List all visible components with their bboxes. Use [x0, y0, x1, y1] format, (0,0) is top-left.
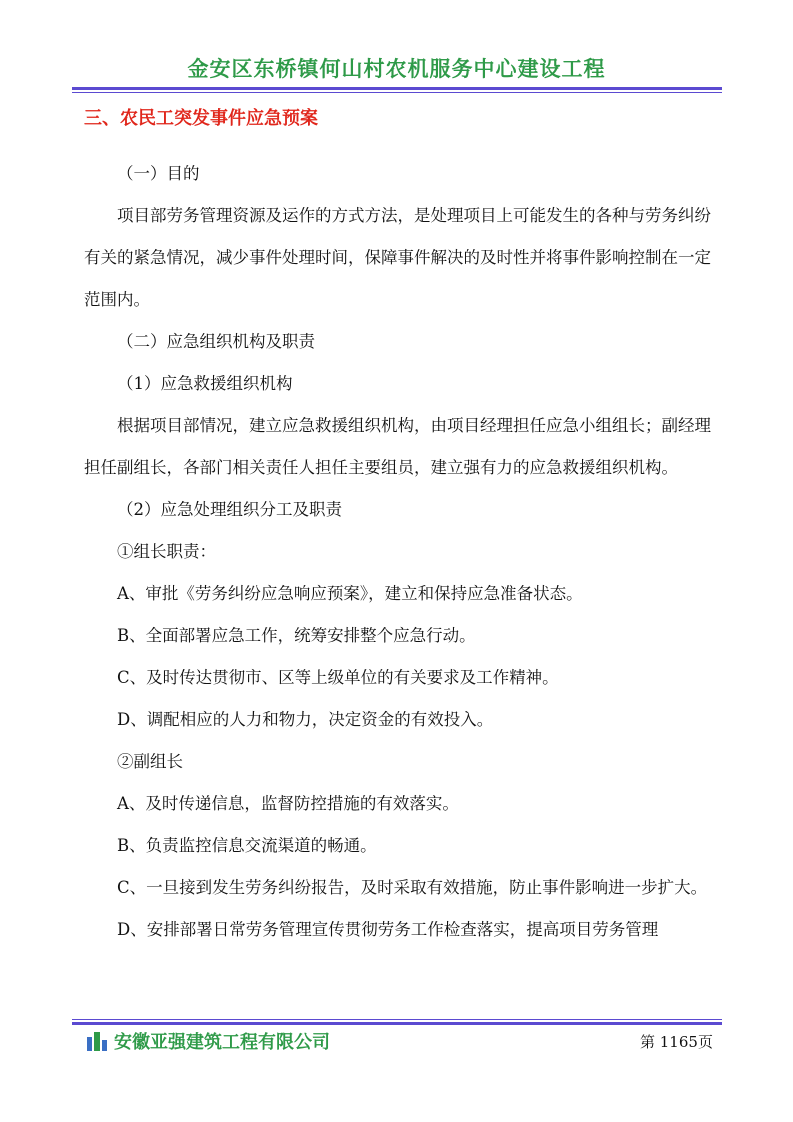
- header-rule-thin: [72, 92, 722, 93]
- paragraph: B、全面部署应急工作，统筹安排整个应急行动。: [117, 626, 476, 645]
- paragraph: B、负责监控信息交流渠道的畅通。: [117, 836, 377, 855]
- paragraph: C、一旦接到发生劳务纠纷报告，及时采取有效措施，防止事件影响进一步扩大。: [117, 878, 708, 897]
- paragraph: （1）应急救援组织机构: [117, 374, 293, 393]
- paragraph: D、安排部署日常劳务管理宣传贯彻劳务工作检查落实，提高项目劳务管理: [117, 920, 659, 939]
- paragraph: ①组长职责：: [117, 542, 216, 561]
- footer-rule-thin: [72, 1019, 722, 1020]
- paragraph: 根据项目部情况，建立应急救援组织机构，由项目经理担任应急小组组长；副经理担任副组长，各部门相关责任人担任主要组员，建立强有力的应急救援组织机构。: [84, 416, 711, 477]
- paragraph: （一）目的: [117, 164, 200, 183]
- document-body: [84, 153, 718, 951]
- header-rule-thick: [72, 87, 722, 90]
- page-number: 第 1165页: [640, 1033, 713, 1051]
- paragraph: ②副组长: [117, 752, 183, 771]
- paragraph: 项目部劳务管理资源及运作的方式方法，是处理项目上可能发生的各种与劳务纠纷有关的紧急情况，减少事件处理时间，保障事件解决的及时性并将事件影响控制在一定范围内。: [84, 206, 711, 309]
- section-heading: 三、农民工突发事件应急预案: [84, 108, 318, 129]
- paragraph: A、审批《劳务纠纷应急响应预案》，建立和保持应急准备状态。: [117, 584, 583, 603]
- document-header-title: 金安区东桥镇何山村农机服务中心建设工程: [187, 56, 606, 81]
- footer-rule-thick: [72, 1022, 722, 1025]
- paragraph: D、调配相应的人力和物力，决定资金的有效投入。: [117, 710, 494, 729]
- paragraph: C、及时传达贯彻市、区等上级单位的有关要求及工作精神。: [117, 668, 559, 687]
- paragraph: A、及时传递信息，监督防控措施的有效落实。: [117, 794, 459, 813]
- building-logo-icon: [86, 1031, 108, 1051]
- footer-company: [86, 1028, 330, 1054]
- footer-company-name: 安徽亚强建筑工程有限公司: [114, 1032, 330, 1053]
- paragraph: （2）应急处理组织分工及职责: [117, 500, 342, 519]
- paragraph: （二）应急组织机构及职责: [117, 332, 315, 351]
